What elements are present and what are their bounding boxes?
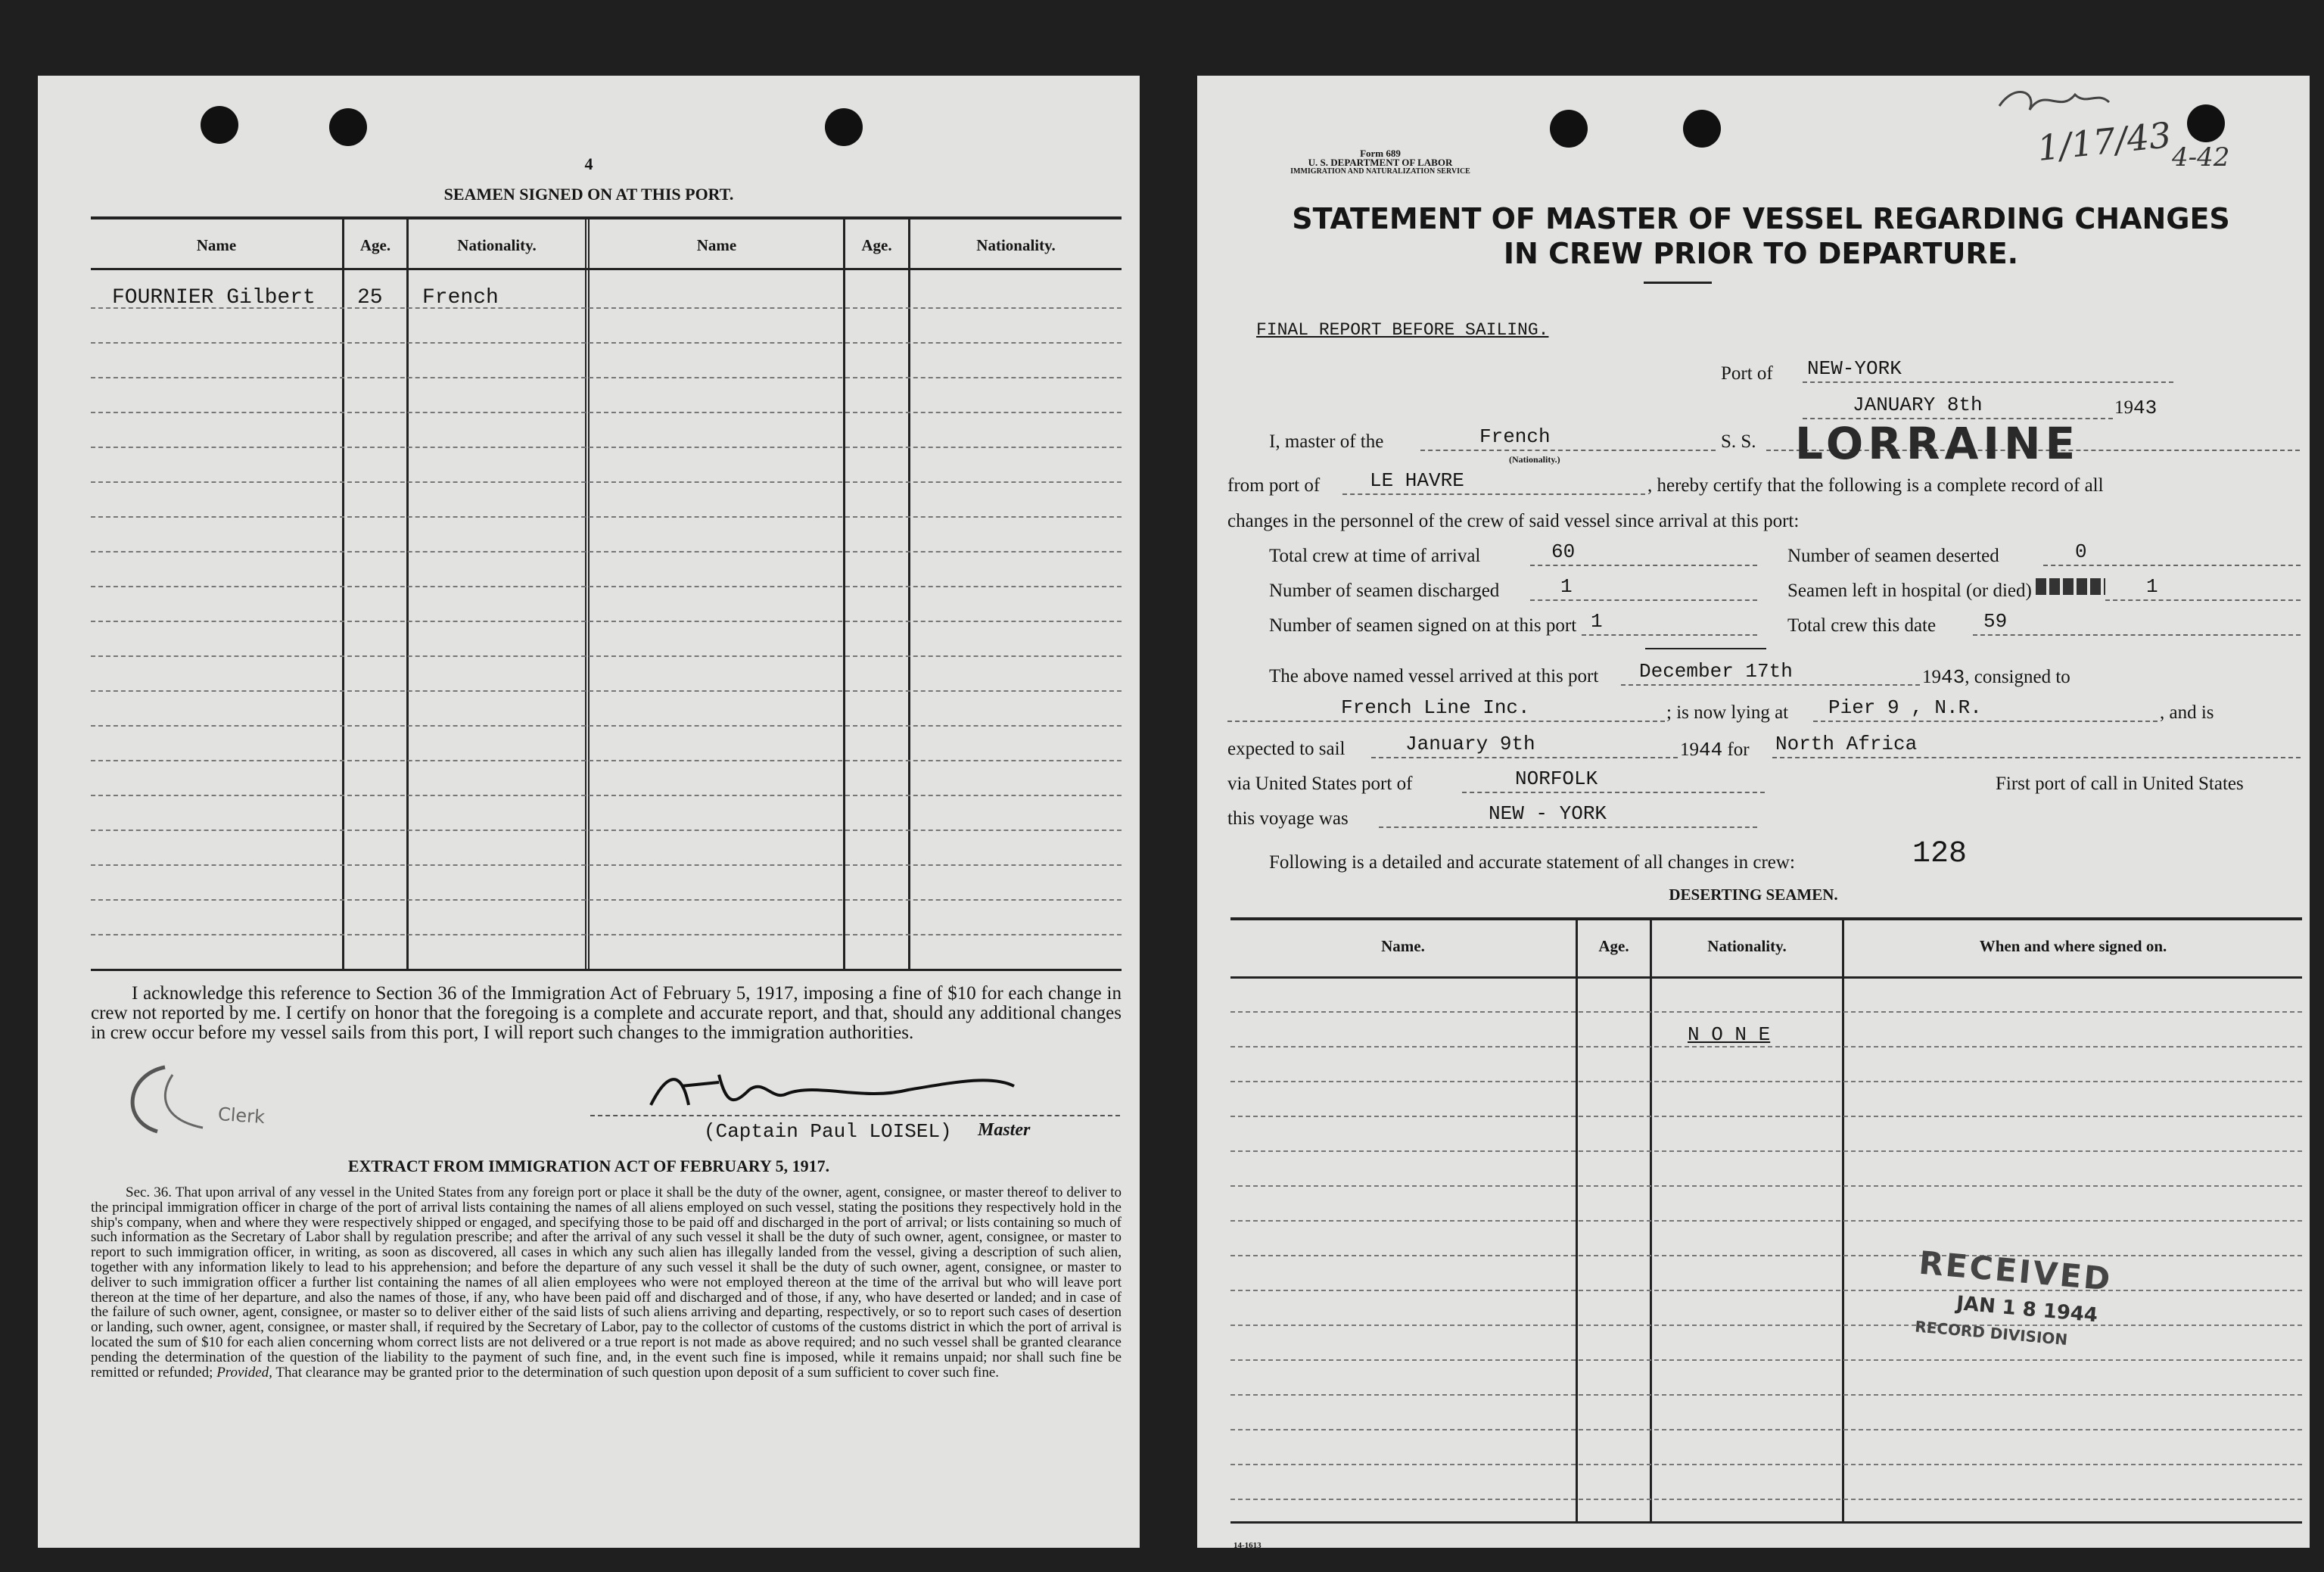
section-title: SEAMEN SIGNED ON AT THIS PORT. xyxy=(443,185,734,204)
extract-provided: Provided, xyxy=(216,1364,272,1381)
desert-row-rule xyxy=(1230,1185,2302,1187)
captain-name: (Captain Paul LOISEL) xyxy=(704,1120,952,1143)
desert-row-rule xyxy=(1230,1150,2302,1152)
received-stamp-division: RECORD DIVISION xyxy=(1914,1317,2069,1349)
total-crew-value: 60 xyxy=(1551,540,1576,563)
via-label: via United States port of xyxy=(1227,774,1413,794)
column-divider xyxy=(908,219,910,969)
from-port-label: from port of xyxy=(1227,475,1321,496)
certify-text-2: changes in the personnel of the crew of said vessel since arrival at this port: xyxy=(1227,511,1800,531)
punch-hole xyxy=(1550,110,1588,148)
handwritten-number: 128 xyxy=(1912,837,1968,871)
desert-col-age: Age. xyxy=(1598,937,1629,955)
from-port-field xyxy=(1342,469,1645,495)
col-header-name: Name xyxy=(196,236,237,254)
vessel-name-stamp: LORRAINE xyxy=(1795,418,2080,469)
master-of-the-label: I, master of the xyxy=(1269,431,1384,452)
row-rule xyxy=(91,516,1122,518)
row-rule xyxy=(91,690,1122,692)
destination-value: North Africa xyxy=(1775,733,1918,755)
captain-signature xyxy=(636,1060,1029,1120)
form-number: Form 689 xyxy=(1360,148,1401,159)
arrived-year xyxy=(1922,666,2070,689)
from-port-value: LE HAVRE xyxy=(1370,469,1464,492)
punch-hole xyxy=(825,108,863,146)
expected-year xyxy=(1680,739,1750,761)
form-header xyxy=(1267,149,1494,176)
certify-text-1: , hereby certify that the following is a complete record of all xyxy=(1647,475,2104,496)
punch-hole xyxy=(2187,104,2225,142)
table-bottom-rule xyxy=(91,969,1122,971)
row-rule xyxy=(91,899,1122,901)
column-divider xyxy=(342,219,344,969)
signed-on-value: 1 xyxy=(1591,610,1603,633)
extract-end: That clearance may be granted prior to the determination of such question upon deposit of a sum sufficient to cover such fine. xyxy=(275,1364,999,1381)
footer-code: 14-1613 xyxy=(1234,1541,1262,1550)
row-rule xyxy=(91,342,1122,344)
row-rule xyxy=(91,551,1122,553)
date-value: JANUARY 8th xyxy=(1853,394,1983,416)
expected-year-prefix: 19 xyxy=(1680,739,1699,760)
nationality-value: French xyxy=(1479,425,1551,448)
deserting-seamen-title: DESERTING SEAMEN. xyxy=(1669,886,1838,904)
expected-label: expected to sail xyxy=(1227,739,1346,759)
col-header-nationality-2: Nationality. xyxy=(976,236,1056,254)
service: IMMIGRATION AND NATURALIZATION SERVICE xyxy=(1290,167,1470,176)
extract-text xyxy=(91,1185,1122,1380)
row-rule xyxy=(91,621,1122,622)
via-field xyxy=(1462,767,1765,793)
consigned-label: , consigned to xyxy=(1965,667,2070,687)
signed-on-field xyxy=(1582,610,1757,636)
desert-col-signed-on: When and where signed on. xyxy=(1979,937,2167,955)
desert-row-rule xyxy=(1230,1081,2302,1082)
arrived-year-value: 43 xyxy=(1941,666,1965,689)
none-entry: N O N E xyxy=(1688,1023,1771,1046)
department: U. S. DEPARTMENT OF LABOR xyxy=(1308,157,1453,168)
title-line-2: IN CREW PRIOR TO DEPARTURE. xyxy=(1503,237,2019,270)
lying-field xyxy=(1813,696,2158,722)
master-label: Master xyxy=(978,1120,1031,1140)
table-row-nationality: French xyxy=(422,286,499,310)
column-divider xyxy=(585,219,590,969)
lying-label: ; is now lying at xyxy=(1666,702,1789,723)
form-title xyxy=(1227,201,2294,271)
row-rule xyxy=(91,795,1122,796)
desert-row-rule xyxy=(1230,1116,2302,1117)
total-crew-label: Total crew at time of arrival xyxy=(1269,546,1481,566)
hospital-label: Seamen left in hospital (or died) xyxy=(1787,581,2032,601)
expected-year-value: 44 xyxy=(1699,739,1723,761)
row-rule xyxy=(91,934,1122,935)
hospital-value: 1 xyxy=(2146,575,2158,598)
desert-table-top-rule xyxy=(1230,917,2302,920)
discharged-field xyxy=(1530,575,1757,601)
desert-col-nationality: Nationality. xyxy=(1707,937,1787,955)
date-field xyxy=(1803,394,2113,419)
following-text: Following is a detailed and accurate statement of all changes in crew: xyxy=(1269,852,1795,873)
nationality-field xyxy=(1420,425,1716,451)
handwritten-note: 1/17/43 xyxy=(2035,114,2173,170)
port-value: NEW-YORK xyxy=(1807,357,1902,380)
row-rule xyxy=(91,377,1122,378)
desert-row-rule xyxy=(1230,1359,2302,1361)
extract-section: Sec. 36. xyxy=(126,1184,172,1200)
row-rule xyxy=(91,447,1122,448)
column-divider xyxy=(406,219,409,969)
deserted-value: 0 xyxy=(2075,540,2087,563)
row-rule xyxy=(91,412,1122,413)
desert-table-bottom-rule xyxy=(1230,1521,2302,1524)
col-header-age-2: Age. xyxy=(861,236,892,254)
title-underline xyxy=(1644,282,1712,284)
received-stamp-title: RECEIVED xyxy=(1917,1244,2114,1298)
col-header-age: Age. xyxy=(359,236,391,254)
discharged-label: Number of seamen discharged xyxy=(1269,581,1500,601)
year-value: 43 xyxy=(2133,397,2158,419)
signed-on-label: Number of seamen signed on at this port xyxy=(1269,615,1577,636)
voyage-label: this voyage was xyxy=(1227,808,1349,829)
final-report-note: FINAL REPORT BEFORE SAILING. xyxy=(1256,320,1549,340)
desert-col-name: Name. xyxy=(1381,937,1425,955)
punch-hole xyxy=(329,108,367,146)
desert-row-rule xyxy=(1230,1220,2302,1222)
voyage-field xyxy=(1379,802,1757,828)
row-rule xyxy=(91,760,1122,761)
col-header-nationality: Nationality. xyxy=(457,236,537,254)
port-label: Port of xyxy=(1721,363,1773,384)
right-page xyxy=(1197,76,2310,1548)
date-year xyxy=(2114,397,2157,419)
deserted-label: Number of seamen deserted xyxy=(1787,546,1999,566)
total-crew-field xyxy=(1530,540,1757,566)
title-line-1: STATEMENT OF MASTER OF VESSEL REGARDING CHANGES xyxy=(1292,202,2230,235)
first-call-label: First port of call in United States xyxy=(1996,774,2244,794)
received-stamp xyxy=(1912,1244,2207,1361)
row-rule xyxy=(91,830,1122,831)
desert-row-rule xyxy=(1230,1429,2302,1430)
desert-row-rule xyxy=(1230,1011,2302,1013)
lying-value: Pier 9 , N.R. xyxy=(1828,696,1982,719)
for-label: for xyxy=(1727,739,1750,760)
and-is-label: , and is xyxy=(2160,702,2214,723)
clerk-stamp: Clerk xyxy=(217,1103,266,1128)
table-row-age: 25 xyxy=(357,286,383,310)
col-header-name-2: Name xyxy=(696,236,737,254)
arrived-year-prefix: 19 xyxy=(1922,667,1941,687)
page-number: 4 xyxy=(584,154,593,173)
destination-field xyxy=(1772,733,2301,758)
arrived-value: December 17th xyxy=(1639,660,1793,683)
extract-body: That upon arrival of any vessel in the United States from any foreign port or place it shall be the duty of the owner, agent, consignee, or master thereof to deliver to the principal immigration officer in charge of the port of arrival lists containing the names of all aliens employed on such vessel, stating the positions they respectively hold in the ship's company, when and where they were respectively shipped or engaged, and specifying those to be paid off and discharged in the port of arrival; or lists containing so much of such information as the Secretary of Labor shall by regulation prescribe; and after the arrival of any such vessel it shall be the duty of such owner, agent, consignee, or master to report to such immigration officer, in writing, as soon as discovered, all cases in which any such alien has illegally landed from the vessel, giving a description of such alien, together with any information likely to lead to his apprehension; and before the departure of any such vessel it shall be the duty of such owner, agent, consignee, or master to deliver to such immigration officer a further list containing the names of all alien employees who were not employed thereon at the time of the arrival but who will leave port thereon at the time of her departure, and also the names of those, if any, who have been paid off and discharged and of those, if any, who have deserted or landed; and in case of the failure of such owner, agent, consignee, or master so to deliver either of the said lists of such aliens arriving and departing, respectively, or so to report such cases of desertion or landing, such owner, agent, consignee, or master shall, if required by the Secretary of Labor, pay to the collector of customs of the customs district in which the port of arrival is located the sum of $10 for each alien concerning whom correct lists are not delivered or a true report is not made as above required; and no such vessel shall be granted clearance pending the determination of the question of the liability to the payment of such fine, and, in the event such fine is imposed, while it remains unpaid; nor shall such fine be remitted or refunded; xyxy=(91,1184,1122,1381)
clerk-stamp-mark xyxy=(112,1060,210,1143)
table-top-rule xyxy=(91,216,1122,219)
voyage-value: NEW - YORK xyxy=(1489,802,1607,825)
desert-row-rule xyxy=(1230,1464,2302,1465)
total-date-field xyxy=(1973,610,2301,636)
port-field xyxy=(1803,357,2173,383)
row-rule xyxy=(91,481,1122,483)
arrived-field xyxy=(1621,660,1920,686)
row-rule xyxy=(91,725,1122,727)
total-date-value: 59 xyxy=(1983,610,2008,633)
column-divider xyxy=(843,219,845,969)
desert-row-rule xyxy=(1230,1255,2302,1256)
handwritten-code: 4-42 xyxy=(2172,142,2230,173)
desert-row-rule xyxy=(1230,1046,2302,1047)
handwritten-scribble xyxy=(1992,76,2113,129)
left-page xyxy=(38,76,1140,1548)
ss-label: S. S. xyxy=(1721,431,1756,452)
nationality-caption: (Nationality.) xyxy=(1509,454,1560,465)
punch-hole xyxy=(1683,110,1721,148)
row-rule xyxy=(91,655,1122,657)
arrived-label: The above named vessel arrived at this port xyxy=(1269,666,1599,686)
acknowledgement-text: I acknowledge this reference to Section 36 of the Immigration Act of February 5, 1917, imposing a fine of $10 for each change in crew not reported by me. I certify on honor that the foregoing is a complete and accurate report, and that, should any additional changes in crew occur before my vessel sails from this port, I will report such changes to the immigration authorities. xyxy=(91,983,1122,1043)
total-date-label: Total crew this date xyxy=(1787,615,1937,636)
expected-field xyxy=(1371,733,1678,758)
row-rule xyxy=(91,586,1122,587)
year-prefix: 19 xyxy=(2114,397,2133,418)
table-row-name: FOURNIER Gilbert xyxy=(112,286,316,310)
strikeout-mark xyxy=(2036,578,2105,595)
extract-title: EXTRACT FROM IMMIGRATION ACT OF FEBRUARY 5, 1917. xyxy=(347,1156,830,1175)
deserted-field xyxy=(2043,540,2301,566)
hospital-field xyxy=(2105,575,2301,601)
table-header-rule xyxy=(91,268,1122,270)
consignee-value: French Line Inc. xyxy=(1341,696,1530,719)
punch-hole xyxy=(201,106,238,144)
row-rule xyxy=(91,864,1122,866)
desert-table-header-rule xyxy=(1230,976,2302,979)
stats-underline xyxy=(1645,648,1766,649)
via-value: NORFOLK xyxy=(1515,767,1598,790)
desert-row-rule xyxy=(1230,1394,2302,1396)
consignee-field xyxy=(1227,696,1665,722)
discharged-value: 1 xyxy=(1560,575,1573,598)
received-stamp-date: JAN 1 8 1944 xyxy=(1955,1292,2099,1328)
desert-row-rule xyxy=(1230,1499,2302,1500)
expected-value: January 9th xyxy=(1405,733,1535,755)
